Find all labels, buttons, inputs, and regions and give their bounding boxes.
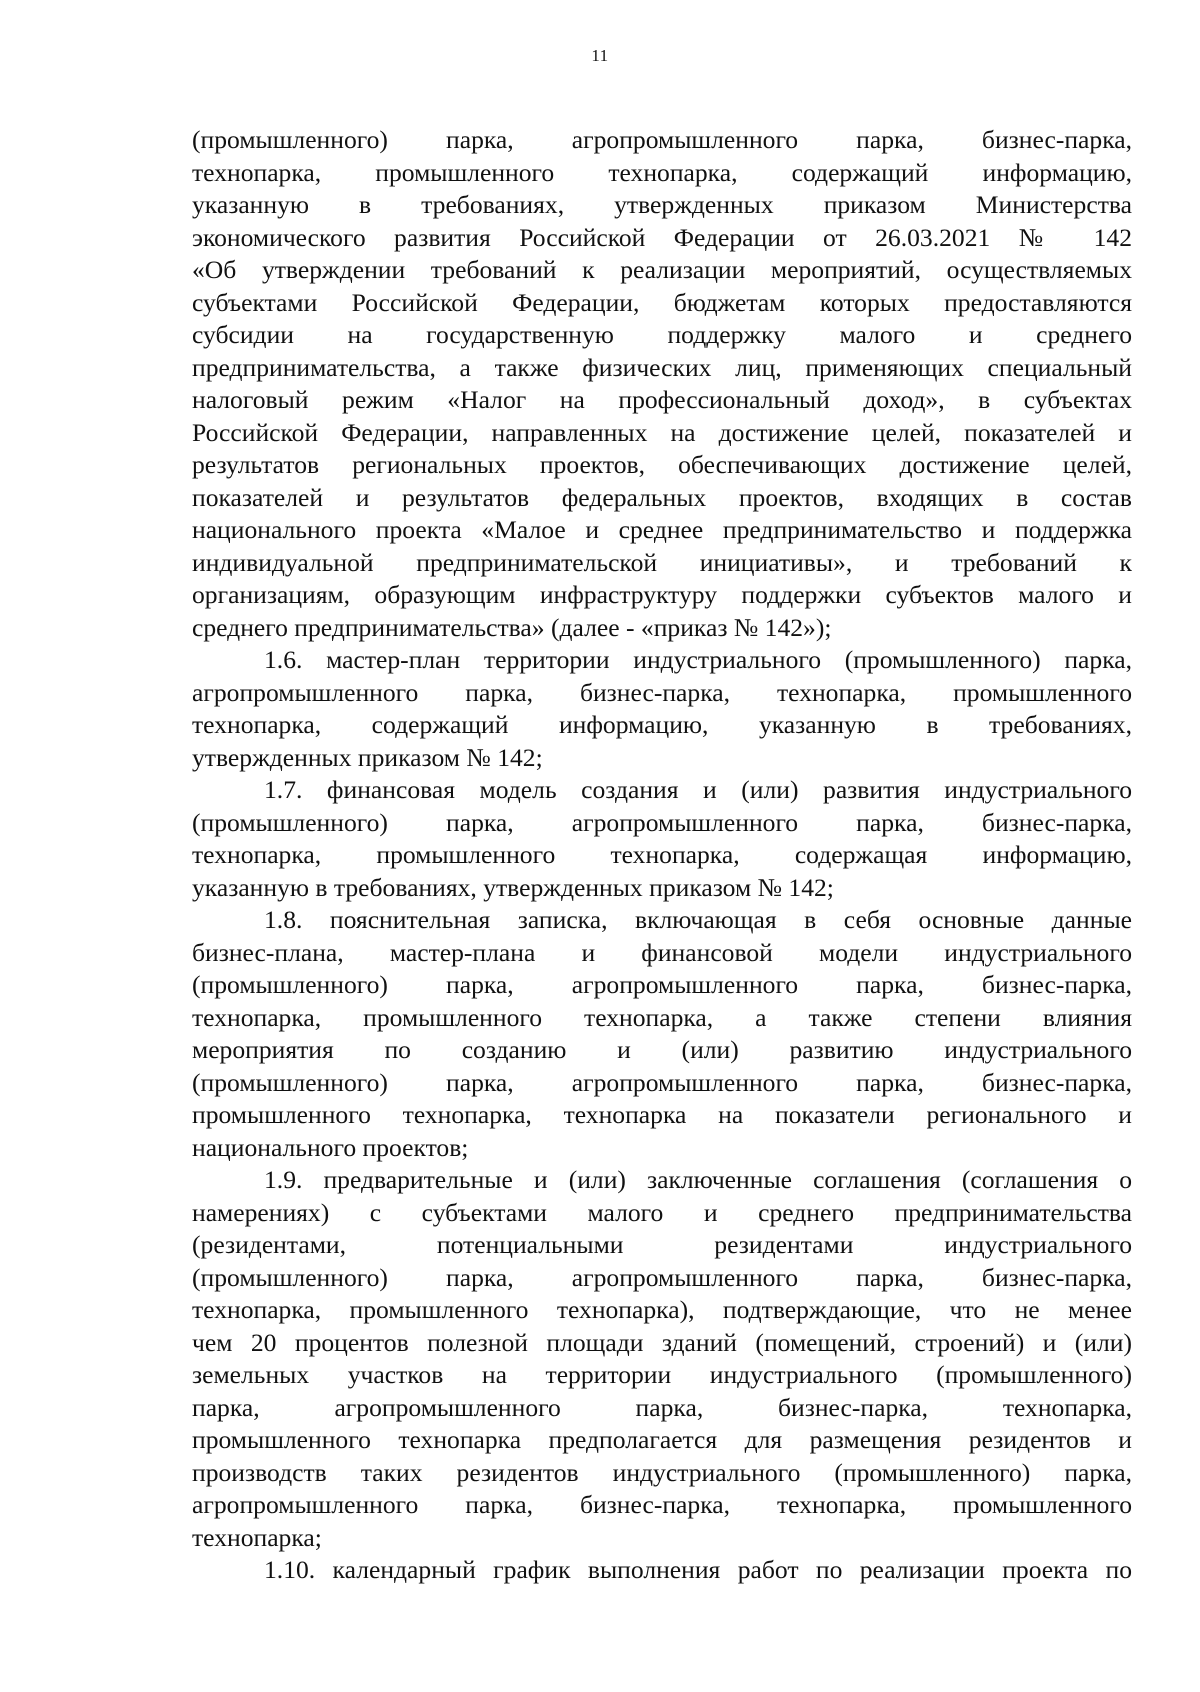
document-body xyxy=(192,124,1132,1587)
text-line: среднего предпринимательства» (далее - «приказ № 142»); xyxy=(192,612,832,642)
text-line: производств таких резидентов индустриального (промышленного) парка, xyxy=(192,1457,1132,1487)
text-line: (промышленного) парка, агропромышленного парка, бизнес-парка, xyxy=(192,1067,1132,1097)
page-number: 11 xyxy=(591,46,609,65)
text-line: утвержденных приказом № 142; xyxy=(192,742,543,772)
text-line: промышленного технопарка, технопарка на показатели регионального и xyxy=(192,1100,1132,1129)
text-line: технопарка, промышленного технопарка, содержащая информацию, xyxy=(192,840,1132,869)
text-line: мероприятия по созданию и (или) развитию индустриального xyxy=(192,1035,1132,1064)
text-line: Российской Федерации, направленных на достижение целей, показателей и xyxy=(192,417,1132,447)
paragraph-first-line: 1.8. пояснительная записка, включающая в себя основные данные xyxy=(264,905,1132,934)
text-line: (промышленного) парка, агропромышленного парка, бизнес-парка, xyxy=(192,970,1132,999)
paragraph-first-line: 1.10. календарный график выполнения работ по реализации проекта по xyxy=(264,1555,1132,1584)
text-line: намерениях) с субъектами малого и среднего предпринимательства xyxy=(192,1197,1132,1227)
text-line: (промышленного) парка, агропромышленного парка, бизнес-парка, xyxy=(192,1262,1132,1292)
text-line: земельных участков на территории индустриального (промышленного) xyxy=(192,1360,1132,1389)
text-line: субсидии на государственную поддержку малого и среднего xyxy=(192,320,1132,349)
text-line: агропромышленного парка, бизнес-парка, технопарка, промышленного xyxy=(192,677,1132,707)
text-line: национального проектов; xyxy=(192,1132,469,1162)
paragraph-first-line: 1.9. предварительные и (или) заключенные соглашения (соглашения о xyxy=(264,1165,1132,1194)
paragraph-first-line: 1.7. финансовая модель создания и (или) развития индустриального xyxy=(264,775,1132,804)
text-line: предпринимательства, а также физических лиц, применяющих специальный xyxy=(192,352,1132,382)
text-line: национального проекта «Малое и среднее предпринимательство и поддержка xyxy=(192,515,1132,544)
text-line: технопарка, промышленного технопарка, содержащий информацию, xyxy=(192,157,1132,187)
text-line: промышленного технопарка предполагается для размещения резидентов и xyxy=(192,1425,1132,1454)
text-line: (промышленного) парка, агропромышленного парка, бизнес-парка, xyxy=(192,125,1132,154)
text-line: технопарка, промышленного технопарка, а также степени влияния xyxy=(192,1002,1132,1032)
text-line: (резидентами, потенциальными резидентами индустриального xyxy=(192,1230,1132,1259)
text-line: (промышленного) парка, агропромышленного парка, бизнес-парка, xyxy=(192,807,1132,837)
text-line: указанную в требованиях, утвержденных приказом Министерства xyxy=(192,190,1132,219)
text-line: субъектами Российской Федерации, бюджетам которых предоставляются xyxy=(192,287,1132,317)
text-line: налоговый режим «Налог на профессиональный доход», в субъектах xyxy=(192,385,1132,414)
text-line: агропромышленного парка, бизнес-парка, технопарка, промышленного xyxy=(192,1490,1132,1519)
text-line: результатов региональных проектов, обеспечивающих достижение целей, xyxy=(192,450,1132,479)
text-line: «Об утверждении требований к реализации мероприятий, осуществляемых xyxy=(192,255,1132,284)
paragraph-first-line: 1.6. мастер-план территории индустриального (промышленного) парка, xyxy=(264,645,1132,674)
text-line: технопарка, содержащий информацию, указанную в требованиях, xyxy=(192,710,1132,739)
text-line: чем 20 процентов полезной площади зданий (помещений, строений) и (или) xyxy=(192,1327,1132,1357)
text-line: организациям, образующим инфраструктуру поддержки субъектов малого и xyxy=(192,580,1132,609)
text-line: парка, агропромышленного парка, бизнес-парка, технопарка, xyxy=(192,1392,1132,1422)
text-line: указанную в требованиях, утвержденных приказом № 142; xyxy=(192,872,834,902)
text-line: индивидуальной предпринимательской инициативы», и требований к xyxy=(192,547,1132,577)
text-line: бизнес-плана, мастер-плана и финансовой модели индустриального xyxy=(192,937,1132,967)
text-line: технопарка; xyxy=(192,1522,322,1552)
text-line: технопарка, промышленного технопарка), подтверждающие, что не менее xyxy=(192,1295,1132,1324)
text-line: показателей и результатов федеральных проектов, входящих в состав xyxy=(192,482,1132,512)
text-line: экономического развития Российской Федерации от 26.03.2021 № 142 xyxy=(192,222,1132,252)
